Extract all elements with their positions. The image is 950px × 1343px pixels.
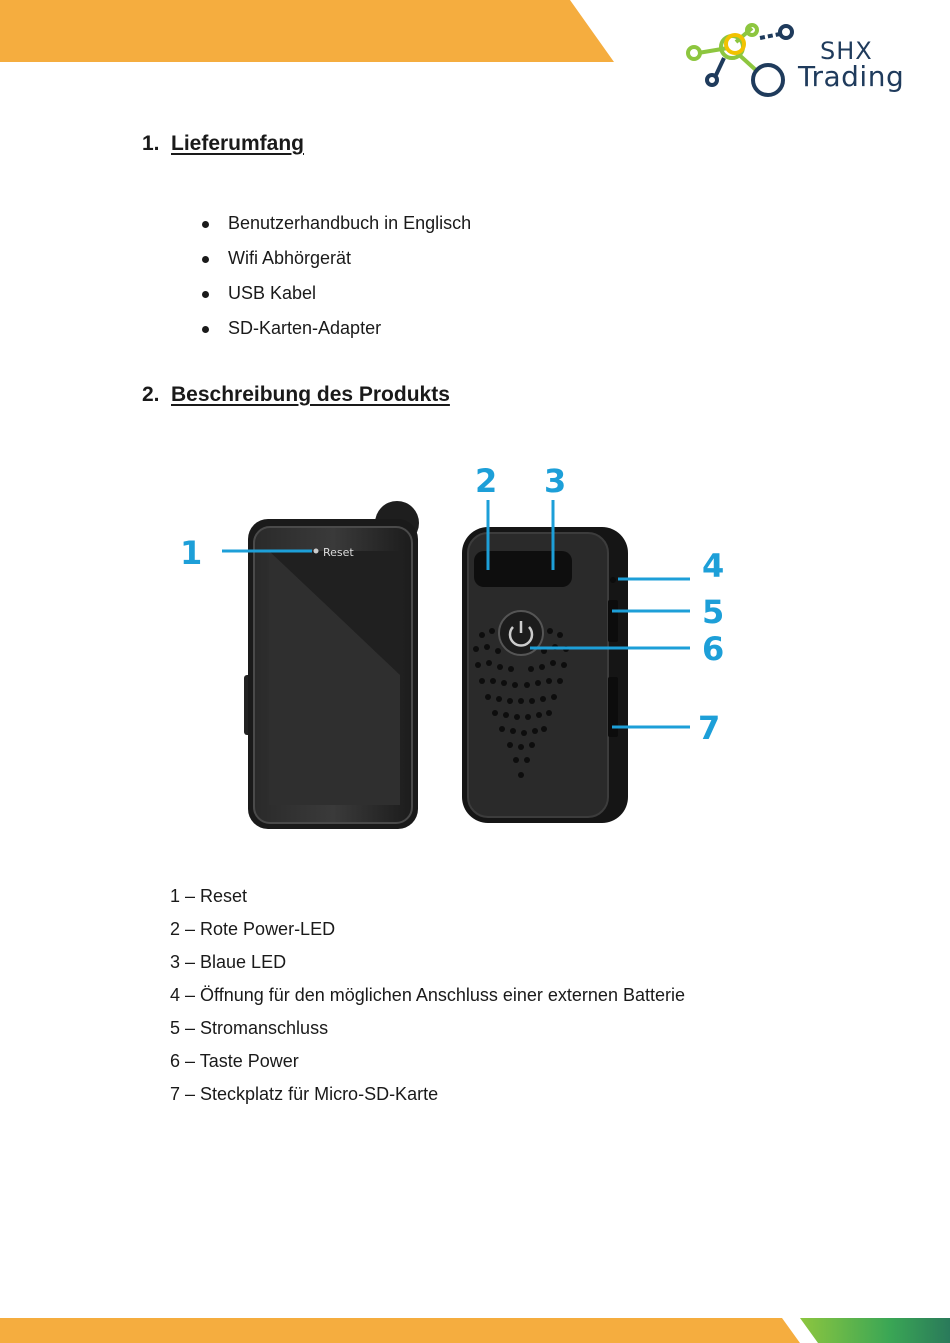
list-item: 4 – Öffnung für den möglichen Anschluss einer externen Batterie bbox=[170, 985, 685, 1005]
list-item: 7 – Steckplatz für Micro-SD-Karte bbox=[170, 1084, 439, 1104]
list-item: Benutzerhandbuch in Englisch bbox=[200, 206, 471, 241]
list-item: Wifi Abhörgerät bbox=[200, 241, 471, 276]
section-number: 1. bbox=[142, 132, 160, 155]
section-heading: Lieferumfang bbox=[171, 132, 305, 155]
callout-number: 2 bbox=[475, 462, 498, 500]
product-figure bbox=[170, 455, 770, 845]
package-contents-list bbox=[200, 206, 471, 346]
brand-line-1: SHX bbox=[820, 37, 873, 65]
list-item: 6 – Taste Power bbox=[170, 1051, 299, 1071]
parts-legend bbox=[170, 880, 685, 1111]
callout-number: 3 bbox=[544, 462, 567, 500]
section-title-contents bbox=[142, 132, 304, 156]
list-item: 1 – Reset bbox=[170, 886, 248, 906]
list-item: 2 – Rote Power-LED bbox=[170, 919, 336, 939]
callout-number: 6 bbox=[702, 630, 725, 668]
section-number: 2. bbox=[142, 383, 160, 406]
device-illustration bbox=[170, 455, 770, 845]
section-heading: Beschreibung des Produkts bbox=[171, 383, 450, 406]
reset-label: Reset bbox=[323, 546, 354, 559]
list-item: USB Kabel bbox=[200, 276, 471, 311]
brand-name bbox=[798, 37, 905, 93]
device-back bbox=[462, 527, 628, 823]
list-item: 5 – Stromanschluss bbox=[170, 1018, 329, 1038]
callout-number: 1 bbox=[180, 534, 203, 572]
callout-number: 5 bbox=[702, 593, 725, 631]
list-item: SD-Karten-Adapter bbox=[200, 311, 471, 346]
list-item: 3 – Blaue LED bbox=[170, 952, 287, 972]
footer-band bbox=[0, 1318, 950, 1343]
section-title-description bbox=[142, 383, 450, 407]
brand-line-2: Trading bbox=[798, 60, 905, 93]
callout-number: 7 bbox=[698, 709, 721, 747]
callout-number: 4 bbox=[702, 547, 725, 585]
